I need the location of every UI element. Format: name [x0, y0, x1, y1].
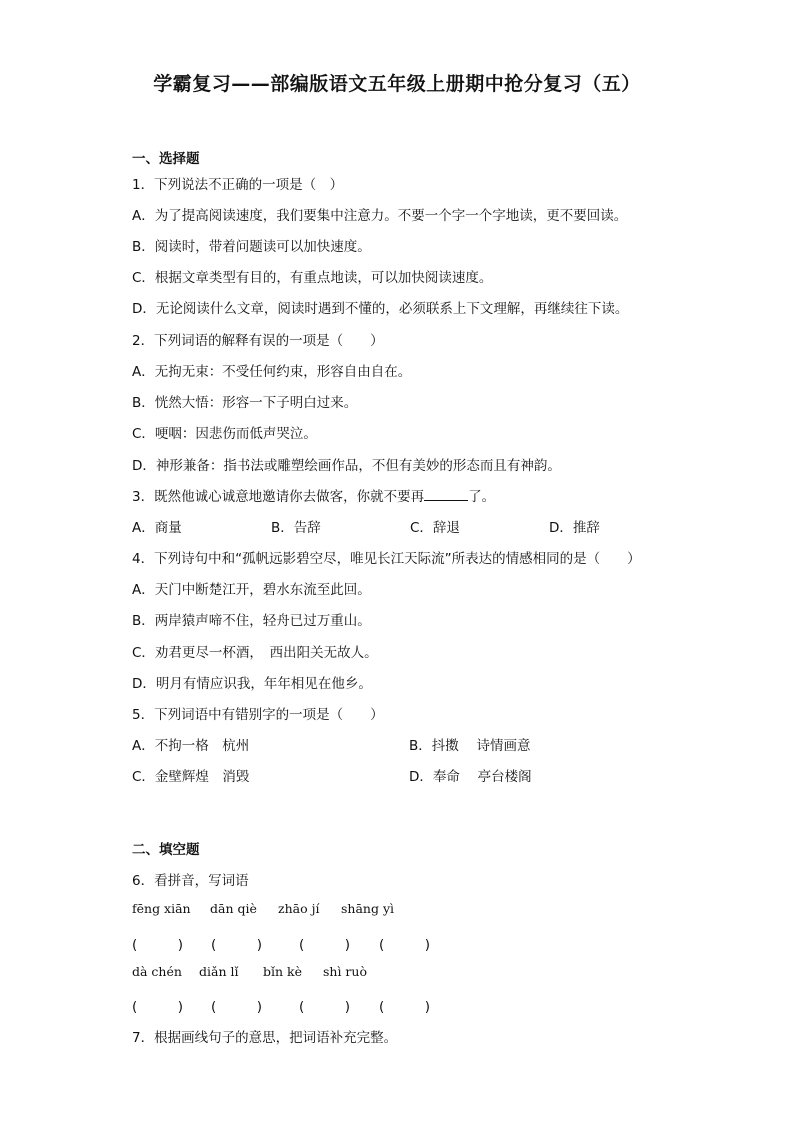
answer-parentheses[interactable]: ( ) [211, 999, 263, 1015]
question-3-stem-after: 了。 [468, 489, 496, 505]
question-5-option-c: C．金壁辉煌 消毁 [132, 769, 250, 785]
question-3-option-c: C．辞退 [410, 520, 460, 536]
question-3-option-a: A．商量 [132, 520, 182, 536]
question-5-option-d: D．奉命 亭台楼阁 [409, 769, 532, 785]
pinyin-item: shāng yì [341, 901, 395, 916]
question-1-option-c: C．根据文章类型有目的，有重点地读，可以加快阅读速度。 [132, 270, 493, 286]
question-4-option-c: C．劝君更尽一杯酒， 西出阳关无故人。 [132, 645, 378, 661]
pinyin-item: bǐn kè [263, 964, 302, 979]
answer-parentheses[interactable]: ( ) [211, 937, 263, 953]
answer-parentheses[interactable]: ( ) [299, 937, 351, 953]
question-4-option-b: B．两岸猿声啼不住，轻舟已过万重山。 [132, 613, 371, 629]
section-heading-fill: 二、填空题 [132, 842, 200, 858]
question-5-stem: 5．下列词语中有错别字的一项是（ ） [132, 707, 384, 723]
question-4-stem: 4．下列诗句中和“孤帆远影碧空尽，唯见长江天际流”所表达的情感相同的是（ ） [132, 551, 641, 567]
pinyin-item: diǎn lǐ [199, 964, 239, 979]
answer-parentheses[interactable]: ( ) [132, 937, 184, 953]
question-2-option-d: D．神形兼备：指书法或雕塑绘画作品，不但有美妙的形态而且有神韵。 [132, 458, 561, 474]
question-1-option-b: B．阅读时，带着问题读可以加快速度。 [132, 239, 371, 255]
pinyin-item: shì ruò [323, 964, 367, 979]
answer-parentheses[interactable]: ( ) [379, 999, 431, 1015]
question-2-stem: 2．下列词语的解释有误的一项是（ ） [132, 333, 384, 349]
question-4-option-d: D．明月有情应识我，年年相见在他乡。 [132, 676, 372, 692]
question-2-option-b: B．恍然大悟：形容一下子明白过来。 [132, 395, 358, 411]
pinyin-item: fēng xiān [132, 901, 191, 916]
question-3-stem-before: 3．既然他诚心诚意地邀请你去做客，你就不要再 [132, 489, 425, 505]
pinyin-item: dà chén [132, 964, 182, 979]
answer-parentheses[interactable]: ( ) [379, 937, 431, 953]
pinyin-item: zhāo jí [278, 901, 320, 916]
answer-blank[interactable] [424, 488, 468, 501]
question-3-stem [132, 485, 495, 505]
page-title: 学霸复习——部编版语文五年级上册期中抢分复习（五） [153, 73, 641, 95]
question-1-stem: 1．下列说法不正确的一项是（ ） [132, 177, 344, 193]
pinyin-item: dān qiè [210, 901, 257, 916]
question-5-option-b: B．抖擞 诗情画意 [409, 738, 531, 754]
question-6-stem: 6．看拼音，写词语 [132, 873, 249, 889]
section-heading-choice: 一、选择题 [132, 151, 200, 167]
question-3-option-d: D．推辞 [549, 520, 600, 536]
question-3-option-b: B．告辞 [271, 520, 321, 536]
question-7-stem: 7．根据画线句子的意思，把词语补充完整。 [132, 1030, 398, 1046]
question-5-option-a: A．不拘一格 杭州 [132, 738, 250, 754]
answer-parentheses[interactable]: ( ) [299, 999, 351, 1015]
question-4-option-a: A．天门中断楚江开，碧水东流至此回。 [132, 582, 371, 598]
answer-parentheses[interactable]: ( ) [132, 999, 184, 1015]
question-2-option-c: C．哽咽：因悲伤而低声哭泣。 [132, 426, 317, 442]
question-2-option-a: A．无拘无束：不受任何约束，形容自由自在。 [132, 364, 412, 380]
question-1-option-a: A．为了提高阅读速度，我们要集中注意力。不要一个字一个字地读，更不要回读。 [132, 208, 628, 224]
question-1-option-d: D．无论阅读什么文章，阅读时遇到不懂的，必须联系上下文理解，再继续往下读。 [132, 301, 629, 317]
